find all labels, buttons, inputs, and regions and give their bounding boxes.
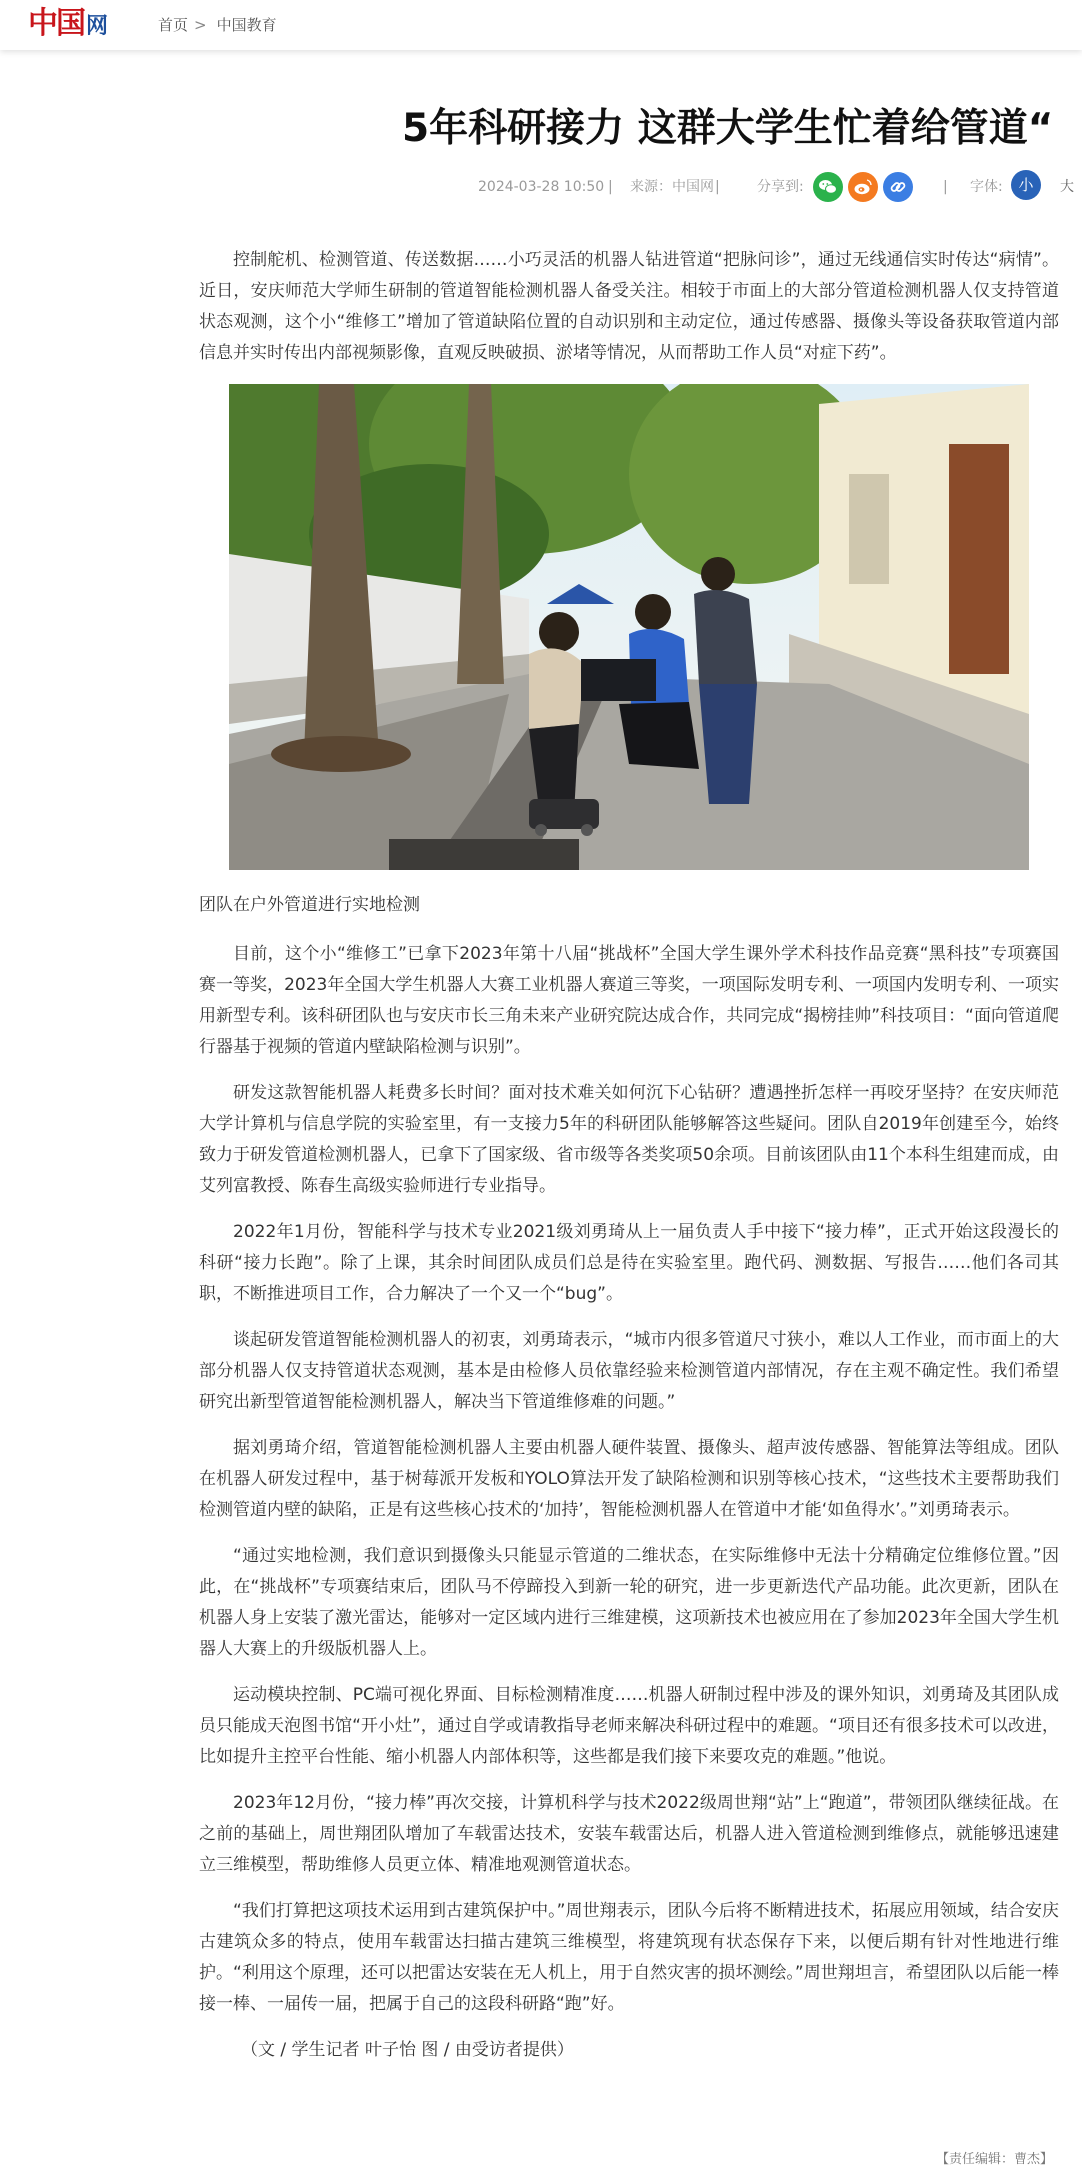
logo-net: 网 [86, 13, 109, 39]
weibo-icon[interactable] [848, 172, 878, 202]
article-datetime: 2024-03-28 10:50 [478, 179, 605, 195]
photo-caption: 团队在户外管道进行实地检测 [199, 895, 420, 915]
meta-divider: | [715, 179, 720, 195]
paragraph: 目前，这个小“维修工”已拿下2023年第十八届“挑战杯”全国大学生课外学术科技作品竞赛“黑科技”专项赛国赛一等奖，2023年全国大学生机器人大赛工业机器人赛道三等奖，一项国际发明专利、一项国内发明专利、一项实用新型专利。该科研团队也与安庆市长三角未来产业研究院达成合作，共同完成“揭榜挂帅”科技项目：“面向管道爬行器基于视频的管道内壁缺陷检测与识别”。 [199, 944, 1059, 1057]
article-title: 5年科研接力 这群大学生忙着给管道“ [402, 106, 1054, 151]
breadcrumb [158, 14, 277, 35]
logo-text: 中国 [28, 6, 84, 41]
meta-divider: | [608, 179, 613, 195]
article-photo [229, 384, 1029, 870]
link-icon[interactable] [883, 172, 913, 202]
editor-note: 【责任编辑：曹杰】 [936, 2152, 1054, 2167]
paragraph: “我们打算把这项技术运用到古建筑保护中。”周世翔表示，团队今后将不断精进技术，拓展应用领域，结合安庆古建筑众多的特点，使用车载雷达扫描古建筑三维模型，将建筑现有状态保存下来，以便后期有针对性地进行维护。“利用这个原理，还可以把雷达安装在无人机上，用于自然灾害的损坏测绘。”周世翔坦言，希望团队以后能一棒接一棒、一届传一届，把属于自己的这段科研路“跑”好。 [199, 1901, 1059, 2014]
share-label: 分享到: [757, 179, 804, 195]
font-size-small-button[interactable]: 小 [1011, 170, 1041, 200]
paragraph: 2022年1月份，智能科学与技术专业2021级刘勇琦从上一届负责人手中接下“接力棒”，正式开始这段漫长的科研“接力长跑”。除了上课，其余时间团队成员们总是待在实验室里。跑代码、测数据、写报告……他们各司其职，不断推进项目工作，合力解决了一个又一个“bug”。 [199, 1222, 1059, 1304]
site-logo[interactable] [28, 4, 108, 44]
wechat-icon[interactable] [813, 172, 843, 202]
paragraph: “通过实地检测，我们意识到摄像头只能显示管道的二维状态，在实际维修中无法十分精确定位维修位置。”因此，在“挑战杯”专项赛结束后，团队马不停蹄投入到新一轮的研究，进一步更新迭代产品功能。此次更新，团队在机器人身上安装了激光雷达，能够对一定区域内进行三维建模，这项新技术也被应用在了参加2023年全国大学生机器人大赛上的升级版机器人上。 [199, 1546, 1059, 1659]
font-size-label: 字体: [970, 179, 1003, 195]
photo-illustration [229, 384, 1029, 870]
font-size-large-button[interactable]: 大 [1060, 179, 1074, 195]
paragraph: 2023年12月份，“接力棒”再次交接，计算机科学与技术2022级周世翔“站”上“跑道”，带领团队继续征战。在之前的基础上，周世翔团队增加了车载雷达技术，安装车载雷达后，机器人进入管道检测到维修点，就能够迅速建立三维模型，帮助维修人员更立体、精准地观测管道状态。 [199, 1793, 1059, 1875]
top-bar [0, 0, 1082, 50]
paragraph: 据刘勇琦介绍，管道智能检测机器人主要由机器人硬件装置、摄像头、超声波传感器、智能算法等组成。团队在机器人研发过程中，基于树莓派开发板和YOLO算法开发了缺陷检测和识别等核心技术，“这些技术主要帮助我们检测管道内壁的缺陷，正是有这些核心技术的‘加持’，智能检测机器人在管道中才能‘如鱼得水’。”刘勇琦表示。 [199, 1438, 1059, 1520]
paragraph: 研发这款智能机器人耗费多长时间？面对技术难关如何沉下心钻研？遭遇挫折怎样一再咬牙坚持？在安庆师范大学计算机与信息学院的实验室里，有一支接力5年的科研团队能够解答这些疑问。团队自2019年创建至今，始终致力于研发管道检测机器人，已拿下了国家级、省市级等各类奖项50余项。目前该团队由11个本科生组建而成，由艾列富教授、陈春生高级实验师进行专业指导。 [199, 1083, 1059, 1196]
byline: （文 / 学生记者 叶子怡 图 / 由受访者提供） [241, 2040, 574, 2060]
paragraph: 控制舵机、检测管道、传送数据……小巧灵活的机器人钻进管道“把脉问诊”，通过无线通信实时传达“病情”。近日，安庆师范大学师生研制的管道智能检测机器人备受关注。相较于市面上的大部分管道检测机器人仅支持管道状态观测，这个小“维修工”增加了管道缺陷位置的自动识别和主动定位，通过传感器、摄像头等设备获取管道内部信息并实时传出内部视频影像，直观反映破损、淤堵等情况，从而帮助工作人员“对症下药”。 [199, 250, 1059, 363]
breadcrumb-home[interactable]: 首页 [158, 16, 189, 34]
paragraph: 谈起研发管道智能检测机器人的初衷，刘勇琦表示，“城市内很多管道尺寸狭小，难以人工作业，而市面上的大部分机器人仅支持管道状态观测，基本是由检修人员依靠经验来检测管道内部情况，存在主观不确定性。我们希望研究出新型管道智能检测机器人，解决当下管道维修难的问题。” [199, 1330, 1059, 1412]
article-meta [478, 170, 1082, 204]
article-source: 来源：中国网 [630, 179, 714, 195]
paragraph: 运动模块控制、PC端可视化界面、目标检测精准度……机器人研制过程中涉及的课外知识，刘勇琦及其团队成员只能成天泡图书馆“开小灶”，通过自学或请教指导老师来解决科研过程中的难题。“项目还有很多技术可以改进，比如提升主控平台性能、缩小机器人内部体积等，这些都是我们接下来要攻克的难题。”他说。 [199, 1685, 1059, 1767]
breadcrumb-separator: > [194, 16, 207, 34]
article-body [199, 245, 1059, 2081]
breadcrumb-section[interactable]: 中国教育 [216, 16, 277, 34]
meta-divider: | [943, 179, 948, 195]
